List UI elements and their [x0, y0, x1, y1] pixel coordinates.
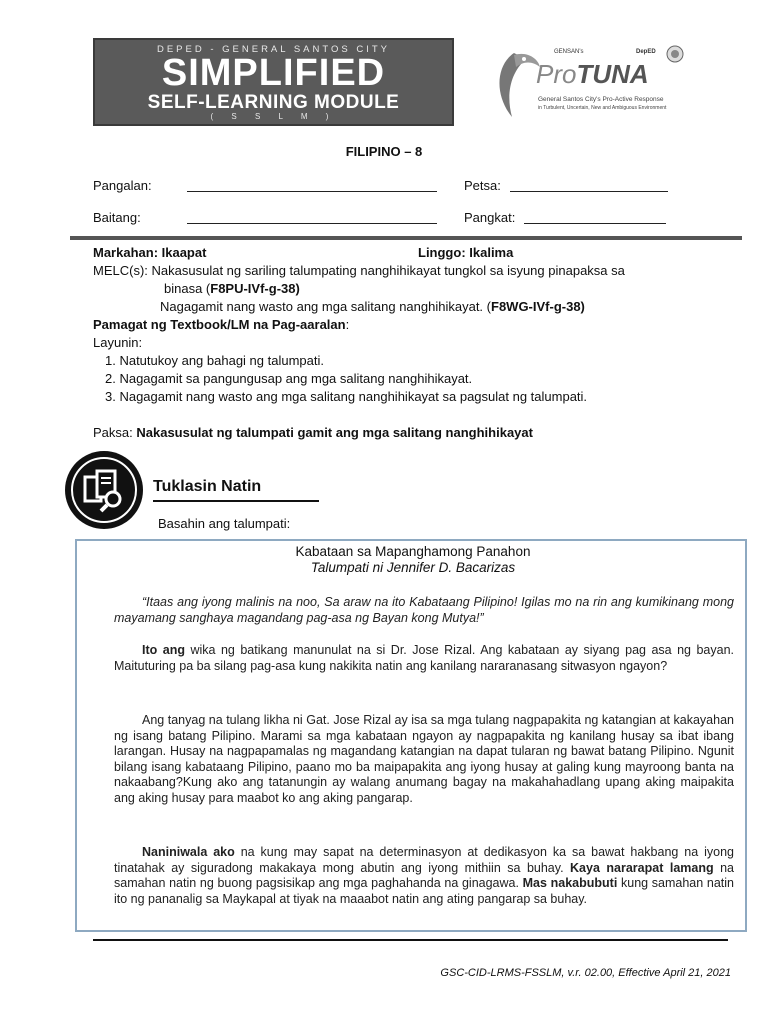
melc-1-text: Nakasusulat ng sariling talumpating nanghihikayat tungkol sa isyung pinapaksa sa	[151, 263, 625, 278]
footer-code: GSC-CID-LRMS-FSSLM, v.r. 02.00, Effective April 21, 2021	[440, 967, 731, 979]
melc-2-code: F8WG-IVf-g-38)	[491, 299, 585, 314]
banner-title: SIMPLIFIED	[161, 52, 386, 94]
melc-line-2	[164, 280, 300, 298]
logo-tagline-2: in Turbulent, Uncertain, New and Ambiguous Environment	[538, 105, 667, 111]
melc-2-text: Nagagamit nang wasto ang mga salitang nanghihikayat. (	[160, 299, 491, 314]
melc-1-cont: binasa (	[164, 281, 211, 296]
logo-tuna: TUNA	[576, 59, 649, 89]
logo-deped: DepED	[636, 49, 656, 55]
baitang-label: Baitang:	[93, 210, 141, 225]
protuna-logo	[484, 45, 694, 125]
markahan: Markahan: Ikaapat	[93, 245, 207, 260]
section-badge	[65, 451, 143, 529]
pangalan-label: Pangalan:	[93, 178, 152, 193]
speech-p3-text-2: na samahan natin ng buong pagsisikap ang mga paghahanda na ginagawa.	[114, 860, 734, 890]
speech-p1-text: wika ng batikang manunulat na si Dr. Jose Rizal. Ang kabataan ay siyang pag asa ng bayan. Maituturing pa ba silang pag-asa kung nakikita natin ang kanilang nararanasang sitwasyon ngayon?	[114, 643, 734, 673]
petsa-field[interactable]	[510, 191, 668, 192]
paksa-label: Paksa:	[93, 425, 133, 440]
subject-title: FILIPINO – 8	[345, 144, 423, 159]
speech-paragraph-1	[114, 643, 734, 674]
book-magnifier-icon	[79, 465, 129, 515]
layunin-item-3: 3. Nagagamit nang wasto ang mga salitang nanghihikayat sa pagsulat ng talumpati.	[105, 389, 588, 404]
linggo: Linggo: Ikalima	[418, 245, 514, 260]
paksa-text: Nakasusulat ng talumpati gamit ang mga salitang nanghihikayat	[136, 425, 533, 440]
petsa-label: Petsa:	[464, 178, 501, 193]
speech-p3-bold-2: Kaya nararapat lamang	[570, 860, 714, 875]
speech-p1-lead: Ito ang	[142, 643, 185, 657]
section-instruction: Basahin ang talumpati:	[158, 516, 291, 531]
banner-acronym: ( S S L M )	[210, 112, 337, 121]
speech-p3-lead: Naniniwala ako	[142, 845, 235, 859]
pamagat-colon: :	[345, 317, 350, 332]
layunin-label: Layunin:	[93, 335, 143, 350]
melc-1-code: F8PU-IVf-g-38)	[210, 281, 300, 296]
speech-paragraph-3	[114, 845, 734, 907]
logo-gensans: GENSAN's	[554, 49, 584, 55]
melc-label: MELC(s):	[93, 263, 148, 278]
speech-p3-bold-3: Mas nakabubuti	[522, 876, 618, 890]
baitang-field[interactable]	[187, 223, 437, 224]
speech-p3-text-1: na kung may sapat na determinasyon at dedikasyon ka sa bawat hakbang na iyong tinatahak ay siguradong makakaya mong abutin ang iyong mithiin sa buhay.	[114, 845, 734, 875]
sslm-banner	[93, 38, 454, 126]
pangkat-label: Pangkat:	[464, 210, 516, 225]
header-divider	[70, 236, 742, 240]
speech-quote: “Itaas ang iyong malinis na noo, Sa araw na ito Kabataang Pilipino! Igilas mo na rin ang kumikinang mong mayamang sanghaya magandang pag-asa ng Bayan kong Mutya!”	[114, 595, 734, 625]
speech-paragraph-2: Ang tanyag na tulang likha ni Gat. Jose Rizal ay isa sa mga tulang nagpapakita ng katangian at kakayahan ng isang batang Pilipino. Marami sa mga kabataan ngayon ay nagpapakita ng kanilang husay sa ibat ibang larangan. Husay na nagpapamalas ng magandang katangian na dapat tularan ng bawat batang Pilipino. Ngunit bilang isang kabataang Pilipino, paano mo ba maipapakita ang iyong husay at galing kung mayroong banta na nakaabang?Kung ako ang tatanungin ay walang anumang bagay na makahahadlang upang aking maipakita ang aking husay para maabot ko ang aking pangarap.	[114, 713, 734, 805]
logo-tagline-1: General Santos City's Pro-Active Response	[538, 96, 664, 103]
speech-p3-text-3: kung samahan natin ito ng pananalig sa Maykapal at tiyak na maaabot natin ang ating pangarap sa buhay.	[114, 876, 734, 906]
melc-line-1	[93, 262, 625, 280]
pamagat-label: Pamagat ng Textbook/LM na Pag-aaralan	[93, 317, 346, 332]
section-title-underline	[153, 500, 319, 502]
layunin-item-1: 1. Natutukoy ang bahagi ng talumpati.	[105, 353, 324, 368]
speech-title: Kabataan sa Mapanghamong Panahon	[295, 544, 531, 559]
deped-seal-icon	[666, 45, 684, 63]
banner-division: DEPED - GENERAL SANTOS CITY	[156, 44, 391, 55]
footer-divider	[93, 939, 728, 941]
melc-line-3	[160, 298, 585, 316]
tuna-fish-icon	[484, 45, 544, 125]
logo-pro: Pro	[536, 59, 577, 89]
pangkat-field[interactable]	[524, 223, 666, 224]
paksa-line	[93, 424, 533, 442]
banner-subtitle: SELF-LEARNING MODULE	[147, 92, 400, 113]
speech-author: Talumpati ni Jennifer D. Bacarizas	[310, 560, 516, 575]
pangalan-field[interactable]	[187, 191, 437, 192]
pamagat-line	[93, 316, 349, 334]
speech-box	[75, 539, 747, 932]
logo-wordmark	[536, 59, 649, 90]
section-title: Tuklasin Natin	[153, 478, 262, 495]
layunin-item-2: 2. Nagagamit sa pangungusap ang mga salitang nanghihikayat.	[105, 371, 473, 386]
